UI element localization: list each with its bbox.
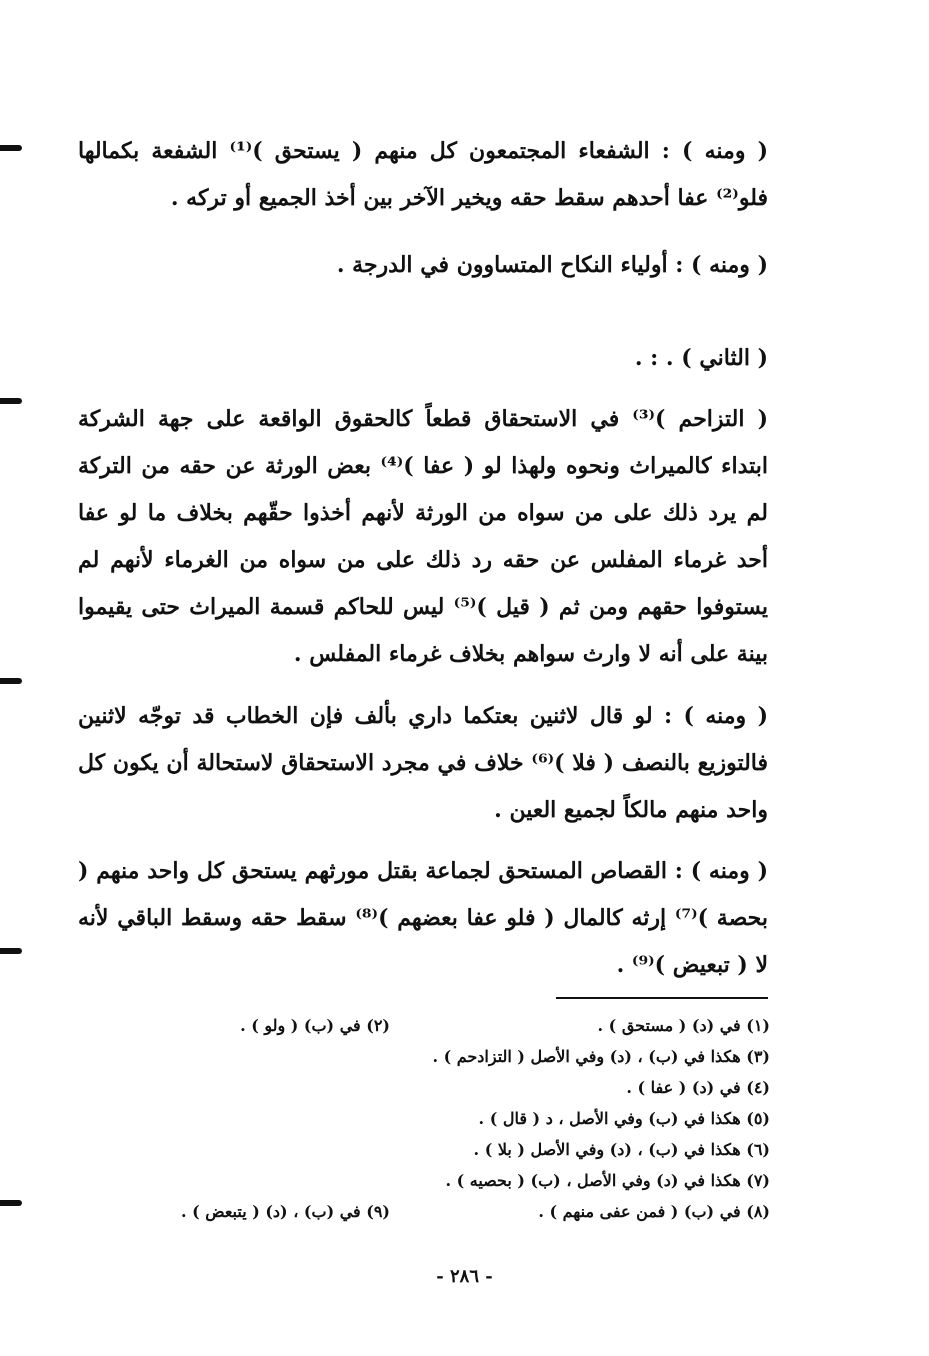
paragraph-shufa: ( ومنه ) : الشفعاء المجتمعون كل منهم ( يستحق )⁽¹⁾ الشفعة بكمالها فلو⁽²⁾ عفا أحدهم سقط حقه ويخير الآخر بين أخذ الجميع أو تركه . [78, 138, 769, 211]
footnote-8: (٨) في (ب) ( فمن عفى منهم ) . [538, 1202, 770, 1221]
section-heading-second: ( الثاني ) . : . [634, 345, 768, 371]
footnote-1: (١) في (د) ( مستحق ) . [597, 1016, 770, 1035]
scan-edge-mark [0, 678, 22, 684]
scan-edge-mark [0, 398, 22, 404]
paragraph-bay: ( ومنه ) : لو قال لاثنين بعتكما داري بألف فإن الخطاب قد توجّه لاثنين فالتوزيع بالنصف ( فلا )⁽⁶⁾ خلاف في مجرد الاستحقاق لاستحالة أن يكون كل واحد منهم مالكاً لجميع العين . [78, 703, 769, 823]
footnote-divider [556, 997, 768, 999]
paragraph-awliya: ( ومنه ) : أولياء النكاح المتساوون في الدرجة . [336, 252, 768, 278]
footnotes [150, 1010, 770, 1227]
page-number: - ٢٨٦ - [436, 1266, 493, 1287]
footnote-3: (٣) هكذا في (ب) ، (د) وفي الأصل ( التزادحم ) . [432, 1047, 770, 1066]
paragraph-tazahum: ( التزاحم )⁽³⁾ في الاستحقاق قطعاً كالحقوق الواقعة على جهة الشركة ابتداء كالميراث ونحوه ولهذا لو ( عفا )⁽⁴⁾ بعض الورثة عن حقه من التركة لم يرد ذلك على من سواه من الورثة لأنهم أخذوا حقّهم بخلاف ما لو عفا أحد غرماء المفلس عن حقه رد ذلك على من سواه من الغرماء لأنهم لم يستوفوا حقهم ومن ثم ( قيل )⁽⁵⁾ ليس للحاكم قسمة الميراث حتى يقيموا بينة على أنه لا وارث سواهم بخلاف غرماء المفلس . [78, 406, 769, 667]
footnote-4: (٤) في (د) ( عفا ) . [626, 1078, 770, 1097]
paragraph-qisas: ( ومنه ) : القصاص المستحق لجماعة بقتل مورثهم يستحق كل واحد منهم ( بحصة )⁽⁷⁾ إرثه كالمال ( فلو عفا بعضهم )⁽⁸⁾ سقط حقه وسقط الباقي لأنه لا ( تبعيض )⁽⁹⁾ . [78, 858, 768, 978]
footnote-6: (٦) هكذا في (ب) ، (د) وفي الأصل ( بلا ) . [473, 1140, 770, 1159]
scan-edge-mark [0, 145, 22, 151]
footnote-row [150, 1010, 770, 1041]
scan-edge-mark [0, 1200, 22, 1206]
scan-edge-mark [0, 948, 22, 954]
footnote-row [150, 1196, 770, 1227]
footnote-7: (٧) هكذا في (د) وفي الأصل ، (ب) ( بحصيه ) . [445, 1171, 770, 1190]
footnote-9: (٩) في (ب) ، (د) ( يتبعض ) . [180, 1202, 390, 1221]
footnote-5: (٥) هكذا في (ب) وفي الأصل ، د ( قال ) . [478, 1109, 770, 1128]
footnote-2: (٢) في (ب) ( ولو ) . [240, 1016, 390, 1035]
